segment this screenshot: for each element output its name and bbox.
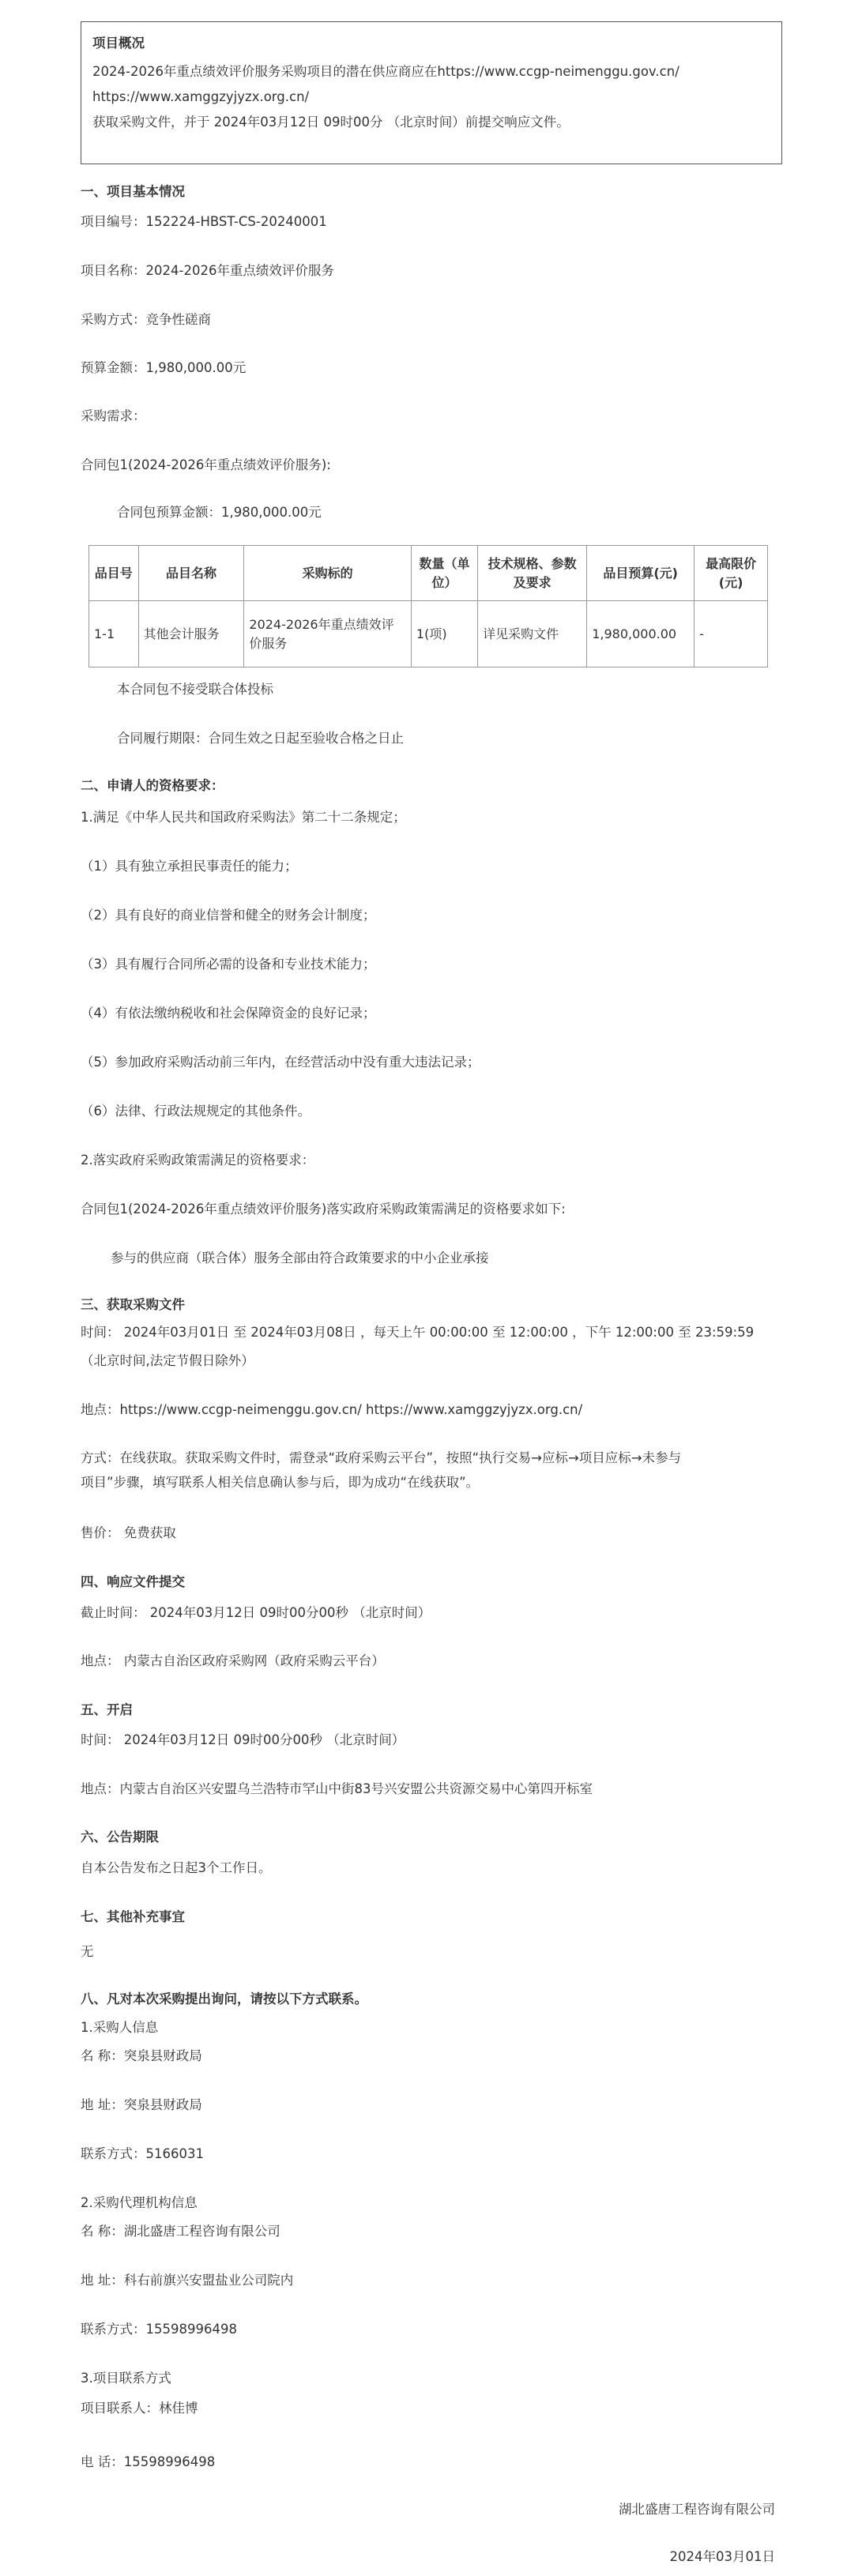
package-budget: 合同包预算金额：1,980,000.00元 xyxy=(117,505,322,520)
table-cell: 2024-2026年重点绩效评价服务 xyxy=(244,601,412,668)
table-header-cell: 品目号 xyxy=(89,546,139,601)
overview-box xyxy=(81,21,782,164)
qualification-item: （5）参加政府采购活动前三年内，在经营活动中没有重大违法记录； xyxy=(81,1055,480,1070)
submission-deadline: 截止时间： 2024年03月12日 09时00分00秒 （北京时间） xyxy=(81,1605,431,1620)
table-cell: - xyxy=(694,601,768,668)
acquire-way: 项目”步骤，填写联系人相关信息确认参与后，即为成功“在线获取”。 xyxy=(81,1475,480,1490)
table-header-row xyxy=(89,546,768,601)
opening-time: 时间： 2024年03月12日 09时00分00秒 （北京时间） xyxy=(81,1732,405,1747)
table-cell: 1-1 xyxy=(89,601,139,668)
policy-package: 合同包1(2024-2026年重点绩效评价服务)落实政府采购政策需满足的资格要求如下: xyxy=(81,1202,566,1217)
table-header-cell: 品目名称 xyxy=(138,546,244,601)
acquire-way: 方式：在线获取。获取采购文件时，需登录“政府采购云平台”，按照“执行交易→应标→项目应标→未参与 xyxy=(81,1450,682,1465)
contact-person: 项目联系人：林佳博 xyxy=(81,2401,198,2416)
overview-text-line: 获取采购文件，并于 2024年03月12日 09时00分 （北京时间）前提交响应文件。 xyxy=(92,115,570,130)
project-code: 项目编号：152224-HBST-CS-20240001 xyxy=(81,214,327,229)
table-header-cell: 技术规格、参数及要求 xyxy=(478,546,587,601)
qualification-item: （6）法律、行政法规规定的其他条件。 xyxy=(81,1104,311,1119)
submission-place: 地点： 内蒙古自治区政府采购网（政府采购云平台） xyxy=(81,1653,385,1668)
purchaser-phone: 联系方式：5166031 xyxy=(81,2146,204,2161)
signature-company: 湖北盛唐工程咨询有限公司 xyxy=(619,2502,775,2517)
agency-name: 名 称：湖北盛唐工程咨询有限公司 xyxy=(81,2224,280,2239)
signature-date: 2024年03月01日 xyxy=(669,2549,775,2564)
qualification-item: （3）具有履行合同所必需的设备和专业技术能力； xyxy=(81,957,376,972)
agency-phone: 联系方式：15598996498 xyxy=(81,2322,237,2337)
document-price: 售价： 免费获取 xyxy=(81,1525,176,1540)
no-consortium-note: 本合同包不接受联合体投标 xyxy=(117,682,273,697)
contract-term: 合同履行期限：合同生效之日起至验收合格之日止 xyxy=(117,731,404,746)
procurement-method: 采购方式：竞争性磋商 xyxy=(81,312,211,327)
section-heading: 四、响应文件提交 xyxy=(81,1574,185,1589)
section-heading: 五、开启 xyxy=(81,1702,133,1717)
contact-title: 3.项目联系方式 xyxy=(81,2371,171,2386)
acquire-time: 时间： 2024年03月01日 至 2024年03月08日 ，每天上午 00:00:00 至 12:00:00 ，下午 12:00:00 至 23:59:59 xyxy=(81,1325,755,1340)
agency-title: 2.采购代理机构信息 xyxy=(81,2195,198,2210)
table-header-cell: 最高限价(元) xyxy=(694,546,768,601)
purchaser-name: 名 称：突泉县财政局 xyxy=(81,2048,202,2063)
purchaser-title: 1.采购人信息 xyxy=(81,2020,159,2035)
table-row xyxy=(89,601,768,668)
other-matters: 无 xyxy=(81,1944,94,1959)
table-cell: 详见采购文件 xyxy=(478,601,587,668)
qualification-item: （4）有依法缴纳税收和社会保障资金的良好记录； xyxy=(81,1006,376,1021)
table-header-cell: 品目预算(元) xyxy=(587,546,694,601)
qualification-item: （1）具有独立承担民事责任的能力； xyxy=(81,859,298,874)
budget-amount: 预算金额：1,980,000.00元 xyxy=(81,360,247,375)
contact-phone: 电 话：15598996498 xyxy=(81,2454,216,2469)
section-heading: 一、项目基本情况 xyxy=(81,184,185,199)
notice-period: 自本公告发布之日起3个工作日。 xyxy=(81,1860,272,1875)
table-cell: 其他会计服务 xyxy=(138,601,244,668)
agency-address: 地 址：科右前旗兴安盟盐业公司院内 xyxy=(81,2273,294,2288)
procurement-demand: 采购需求： xyxy=(81,408,146,423)
project-name: 项目名称：2024-2026年重点绩效评价服务 xyxy=(81,263,334,278)
qualification-item: （2）具有良好的商业信誉和健全的财务会计制度； xyxy=(81,908,376,923)
table-cell: 1(项) xyxy=(411,601,477,668)
overview-title: 项目概况 xyxy=(92,36,145,51)
section-heading: 八、凡对本次采购提出询问，请按以下方式联系。 xyxy=(81,1991,367,2006)
table-cell: 1,980,000.00 xyxy=(587,601,694,668)
qualification-law: 1.满足《中华人民共和国政府采购法》第二十二条规定； xyxy=(81,810,406,825)
section-heading: 三、获取采购文件 xyxy=(81,1297,185,1312)
opening-place: 地点：内蒙古自治区兴安盟乌兰浩特市罕山中街83号兴安盟公共资源交易中心第四开标室 xyxy=(81,1781,593,1796)
section-heading: 七、其他补充事宜 xyxy=(81,1909,185,1924)
table-header-cell: 数量（单位） xyxy=(411,546,477,601)
section-heading: 二、申请人的资格要求： xyxy=(81,778,224,793)
contract-package: 合同包1(2024-2026年重点绩效评价服务): xyxy=(81,457,331,472)
items-table xyxy=(88,545,768,668)
section-heading: 六、公告期限 xyxy=(81,1830,159,1845)
purchaser-address: 地 址：突泉县财政局 xyxy=(81,2097,202,2112)
acquire-time-note: （北京时间,法定节假日除外） xyxy=(81,1353,254,1368)
acquire-place: 地点：https://www.ccgp-neimenggu.gov.cn/ https://www.xamggzyjyzx.org.cn/ xyxy=(81,1402,583,1417)
policy-requirement: 2.落实政府采购政策需满足的资格要求： xyxy=(81,1153,315,1168)
overview-text-line: 2024-2026年重点绩效评价服务采购项目的潜在供应商应在https://www.ccgp-neimenggu.gov.cn/ xyxy=(92,64,679,79)
overview-text-line: https://www.xamggzyjyzx.org.cn/ xyxy=(92,89,310,104)
table-header-cell: 采购标的 xyxy=(244,546,412,601)
policy-detail: 参与的供应商（联合体）服务全部由符合政策要求的中小企业承接 xyxy=(111,1250,489,1265)
